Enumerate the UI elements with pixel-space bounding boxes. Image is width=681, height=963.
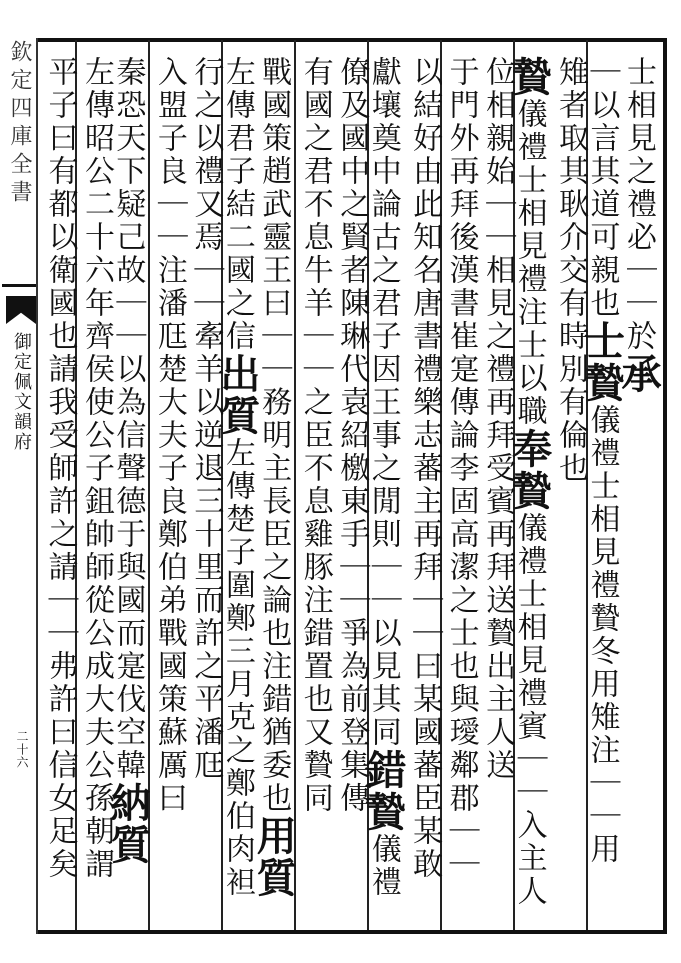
frame-top-border bbox=[36, 38, 666, 42]
text-column bbox=[578, 56, 626, 916]
text-column bbox=[614, 56, 662, 916]
text-column bbox=[480, 56, 516, 916]
entry-text: 入盟子良｜｜注潘尫楚大夫子良鄭伯弟戰國策蘇厲曰 bbox=[151, 56, 187, 815]
entry-text: 左傳君子結二國之信 bbox=[219, 56, 255, 353]
entry-text: 儀禮 bbox=[365, 833, 401, 899]
entry-text: 有國之君不息牛羊｜｜之臣不息雞豚注錯置也又贄同 bbox=[297, 56, 333, 815]
entry-headword: 士贄 bbox=[578, 320, 626, 404]
column-rule bbox=[294, 40, 296, 930]
entry-headword: 錯贄 bbox=[359, 749, 407, 833]
entry-text: 于門外再拜後漢書崔寔傳論李固高潔之士也與璦鄰郡｜｜ bbox=[443, 56, 479, 881]
entry-text: 獻壤奠中論古之君子因王事之閒則｜｜以見其同 bbox=[365, 56, 401, 749]
frame-bottom-border bbox=[36, 930, 666, 934]
text-column bbox=[359, 56, 407, 916]
entry-text: 士相見之禮必｜｜於 bbox=[620, 56, 656, 353]
entry-headword: 贄 bbox=[505, 56, 553, 98]
entry-text: 牽羊以逆退三十里而許之平潘尫 bbox=[188, 320, 224, 782]
text-column bbox=[213, 56, 261, 916]
page-number: 二十六 bbox=[15, 730, 29, 769]
entry-text: 左傳楚子圍鄭三月克之鄭伯肉袒 bbox=[219, 437, 255, 899]
text-column bbox=[78, 56, 114, 916]
entry-text: 再拜受賓再拜送贄出主人送 bbox=[480, 386, 516, 782]
entry-text: 左傳昭公二十六年齊侯使公子鉏帥師從公成大夫公孫朝謂 bbox=[78, 56, 114, 881]
entry-headword: 奉贄 bbox=[505, 428, 553, 512]
entry-text: 儀禮士相見禮注士以職 bbox=[511, 98, 547, 428]
entry-headword: 出質 bbox=[213, 353, 261, 437]
text-column bbox=[505, 56, 553, 916]
text-column bbox=[407, 56, 443, 916]
entry-headword: 納質 bbox=[104, 782, 152, 866]
text-column bbox=[334, 56, 370, 916]
margin-book-title: 御定佩文韻府 bbox=[11, 332, 32, 452]
entry-text: ｜以言其道可親也 bbox=[584, 56, 620, 320]
entry-text: 平子曰有都以衛國也請我受師許之請｜｜弗許曰信女足矣 bbox=[42, 56, 78, 881]
text-column bbox=[188, 56, 224, 916]
entry-text: 儀禮士相見禮贄冬用雉注｜｜用 bbox=[584, 404, 620, 866]
text-column bbox=[104, 56, 152, 916]
margin-divider bbox=[2, 284, 36, 287]
text-column bbox=[151, 56, 187, 916]
entry-text: 位相親始｜｜相見之禮 bbox=[480, 56, 516, 386]
entry-headword: 用質 bbox=[250, 815, 298, 899]
entry-headword: 承 bbox=[614, 353, 662, 395]
entry-text: 僚及國中之賢者陳琳代袁紹檄東手｜｜爭為前登 bbox=[334, 56, 370, 749]
entry-text: 行之以禮又焉｜｜ bbox=[188, 56, 224, 320]
text-column bbox=[297, 56, 333, 916]
entry-text: 以結好由此知名唐書禮樂志蕃主再拜｜｜曰某國蕃臣某敢 bbox=[407, 56, 443, 881]
frame-left-border bbox=[36, 38, 38, 934]
margin-series-title: 欽定四庫全書 bbox=[7, 40, 32, 208]
entry-text: 集傳 bbox=[334, 749, 370, 815]
text-column bbox=[42, 56, 78, 916]
entry-text: 秦恐天下疑己故｜｜以為信聲德于與國而寔伐空韓 bbox=[110, 56, 146, 782]
entry-text: 戰國策趙武靈王曰｜｜務明主長臣之論也注錯猶委也 bbox=[256, 56, 292, 815]
frame-right-border bbox=[663, 38, 667, 934]
entry-text: 雉者取其耿介交有時別有倫也 bbox=[553, 56, 589, 485]
text-column bbox=[250, 56, 298, 916]
text-column bbox=[443, 56, 479, 916]
text-column bbox=[553, 56, 589, 916]
entry-text: 儀禮士相見禮賓｜｜入主人 bbox=[511, 512, 547, 908]
